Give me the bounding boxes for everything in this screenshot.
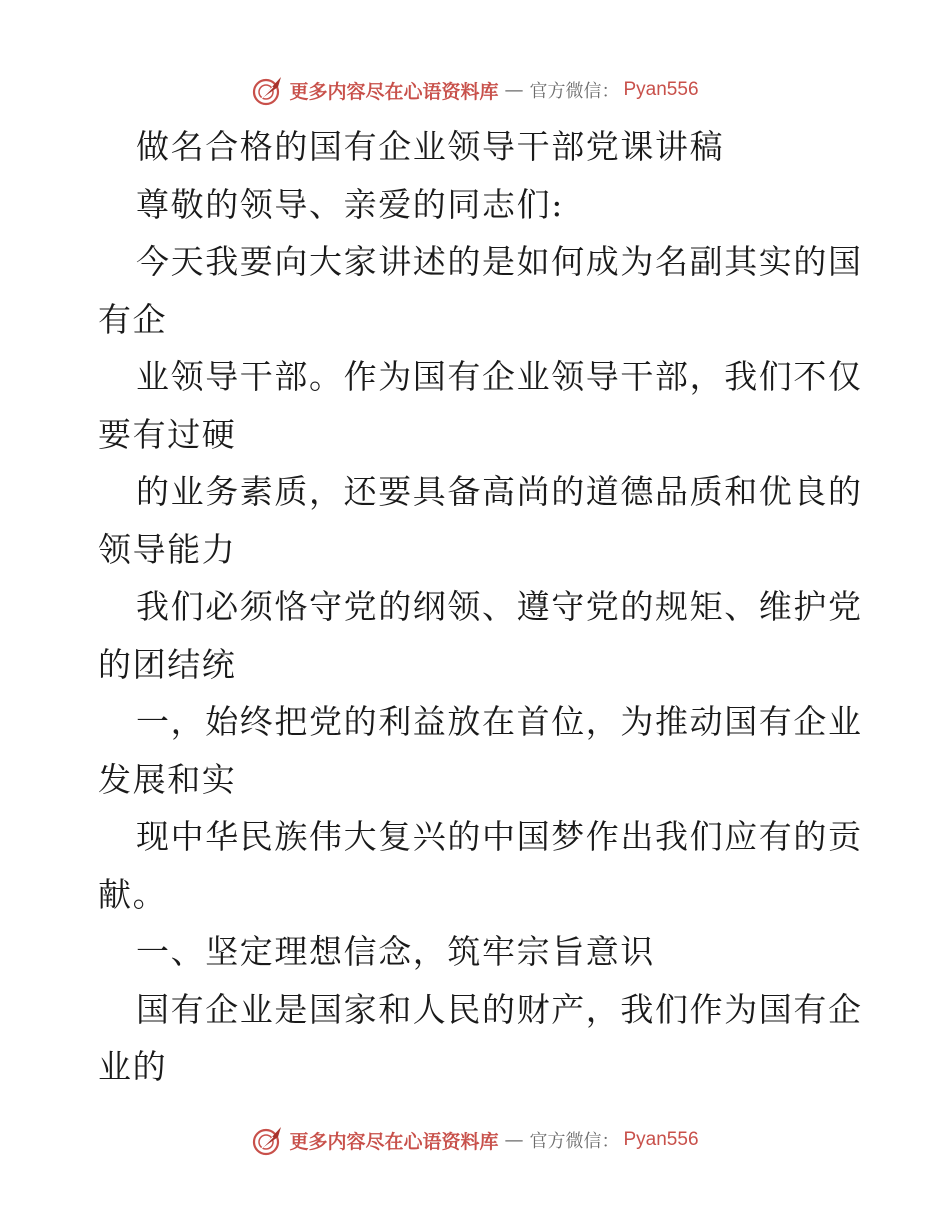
watermark-banner bbox=[251, 73, 698, 107]
banner-title: 更多内容尽在心语资料库 bbox=[289, 80, 499, 103]
quill-pen-logo-icon bbox=[251, 73, 285, 107]
page-footer bbox=[0, 1120, 950, 1160]
text-line: 的团结统 bbox=[98, 644, 237, 684]
text-line: 现中华民族伟大复兴的中国梦作出我们应有的贡 bbox=[136, 817, 863, 856]
text-line: 领导能力 bbox=[98, 529, 237, 569]
text-line: 做名合格的国有企业领导干部党课讲稿 bbox=[136, 127, 725, 166]
text-line: 今天我要向大家讲述的是如何成为名副其实的国 bbox=[136, 242, 863, 281]
text-line: 要有过硬 bbox=[98, 414, 237, 454]
text-line: 有企 bbox=[98, 299, 168, 339]
text-line: 发展和实 bbox=[98, 759, 237, 799]
banner-dash: — bbox=[504, 1129, 524, 1151]
text-line: 一、坚定理想信念，筑牢宗旨意识 bbox=[136, 932, 655, 971]
text-line: 国有企业是国家和人民的财产，我们作为国有企 bbox=[136, 989, 863, 1029]
text-line: 我们必须恪守党的纲领、遵守党的规矩、维护党 bbox=[136, 587, 863, 626]
text-line: 献。 bbox=[98, 874, 168, 914]
text-line: 一，始终把党的利益放在首位，为推动国有企业 bbox=[136, 702, 863, 741]
page-header bbox=[0, 70, 950, 110]
banner-title: 更多内容尽在心语资料库 bbox=[289, 1130, 499, 1153]
banner-wechat-label: 官方微信： bbox=[529, 1131, 620, 1152]
quill-pen-logo-icon bbox=[251, 1123, 285, 1157]
text-line: 尊敬的领导、亲爱的同志们: bbox=[136, 184, 564, 224]
text-line: 的业务素质，还要具备高尚的道德品质和优良的 bbox=[136, 472, 863, 511]
watermark-banner bbox=[251, 1123, 698, 1157]
text-line: 业领导干部。作为国有企业领导干部，我们不仅 bbox=[136, 357, 863, 396]
banner-wechat-id: Pyan556 bbox=[623, 79, 699, 100]
text-line: 业的 bbox=[98, 1047, 168, 1086]
banner-wechat-label: 官方微信： bbox=[529, 81, 620, 102]
banner-dash: — bbox=[504, 79, 524, 101]
document-body bbox=[98, 118, 863, 1096]
banner-wechat-id: Pyan556 bbox=[623, 1129, 699, 1150]
